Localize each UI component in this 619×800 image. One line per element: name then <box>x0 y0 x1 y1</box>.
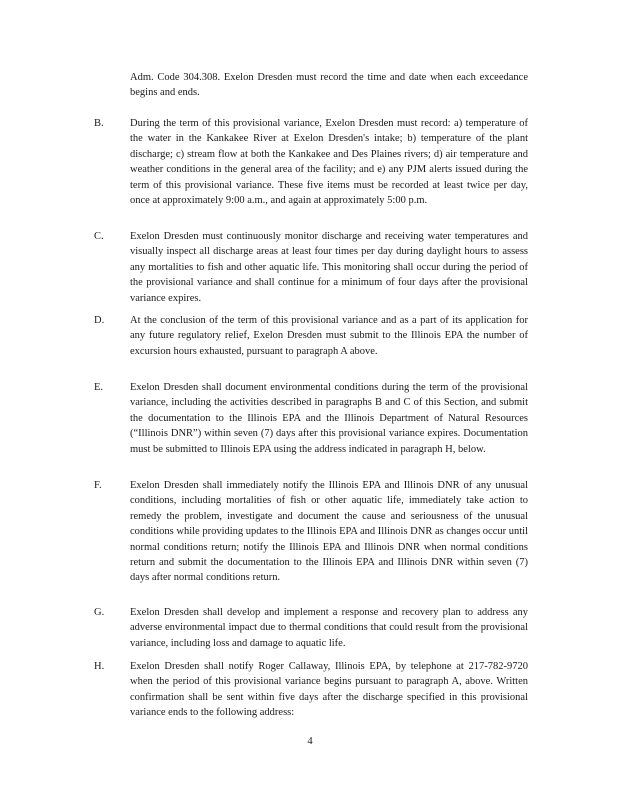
item-label: F. <box>94 480 102 491</box>
item-label: G. <box>94 607 105 618</box>
item-text: Exelon Dresden must continuously monitor discharge and receiving water temperatures and visually inspect all discharge areas at least four times per day during daylight hours to assess any mortalities to fish and other aquatic life. This monitoring shall occur during the period of the provisional variance and shall continue for a minimum of four days after the provisional variance expires. <box>130 231 528 304</box>
item-text: At the conclusion of the term of this provisional variance and as a part of its application for any future regulatory relief, Exelon Dresden must submit to the Illinois EPA the number of excursion hours exhausted, pursuant to paragraph A above. <box>130 315 528 357</box>
item-label: D. <box>94 315 105 326</box>
item-label: H. <box>94 661 105 672</box>
item-text: Exelon Dresden shall develop and implement a response and recovery plan to address any adverse environmental impact due to thermal conditions that could result from the provisional variance, including loss and damage to aquatic life. <box>130 607 528 649</box>
item-text: Exelon Dresden shall notify Roger Callaway, Illinois EPA, by telephone at 217-782-9720 when the period of this provisional variance begins pursuant to paragraph A, above. Written confirmation shall be sent within five days after the discharge specified in this provisional variance ends to the following address: <box>130 661 528 719</box>
item-text: Exelon Dresden shall document environmental conditions during the term of the provisional variance, including the activities described in paragraphs B and C of this Section, and submit the documentation to the Illinois EPA and the Illinois Department of Natural Resources (“Illinois DNR”) within seven (7) days after this provisional variance expires. Documentation must be submitted to Illinois EPA using the address indicated in paragraph H, below. <box>130 382 528 455</box>
item-text: Exelon Dresden shall immediately notify the Illinois EPA and Illinois DNR of any unusual conditions, including mortalities of fish or other aquatic life, immediately take action to remedy the problem, investigate and document the cause and seriousness of the unusual conditions while providing updates to the Illinois EPA and Illinois DNR as changes occur until normal conditions return; notify the Illinois EPA and Illinois DNR when normal conditions return and submit the documentation to the Illinois EPA and Illinois DNR within seven (7) days after normal conditions return. <box>130 480 528 584</box>
item-label: B. <box>94 118 104 129</box>
item-label: C. <box>94 231 104 242</box>
continuation-paragraph: Adm. Code 304.308. Exelon Dresden must record the time and date when each exceedance begins and ends. <box>130 72 528 99</box>
page-number: 4 <box>307 736 313 747</box>
item-text: During the term of this provisional variance, Exelon Dresden must record: a) temperature of the water in the Kankakee River at Exelon Dresden's intake; b) temperature of the plant discharge; c) stream flow at both the Kankakee and Des Plaines rivers; d) air temperature and weather conditions in the general area of the facility; and e) any PJM alerts issued during the term of this provisional variance. These five items must be recorded at least twice per day, once at approximately 9:00 a.m., and again at approximately 5:00 p.m. <box>130 118 528 207</box>
item-label: E. <box>94 382 104 393</box>
